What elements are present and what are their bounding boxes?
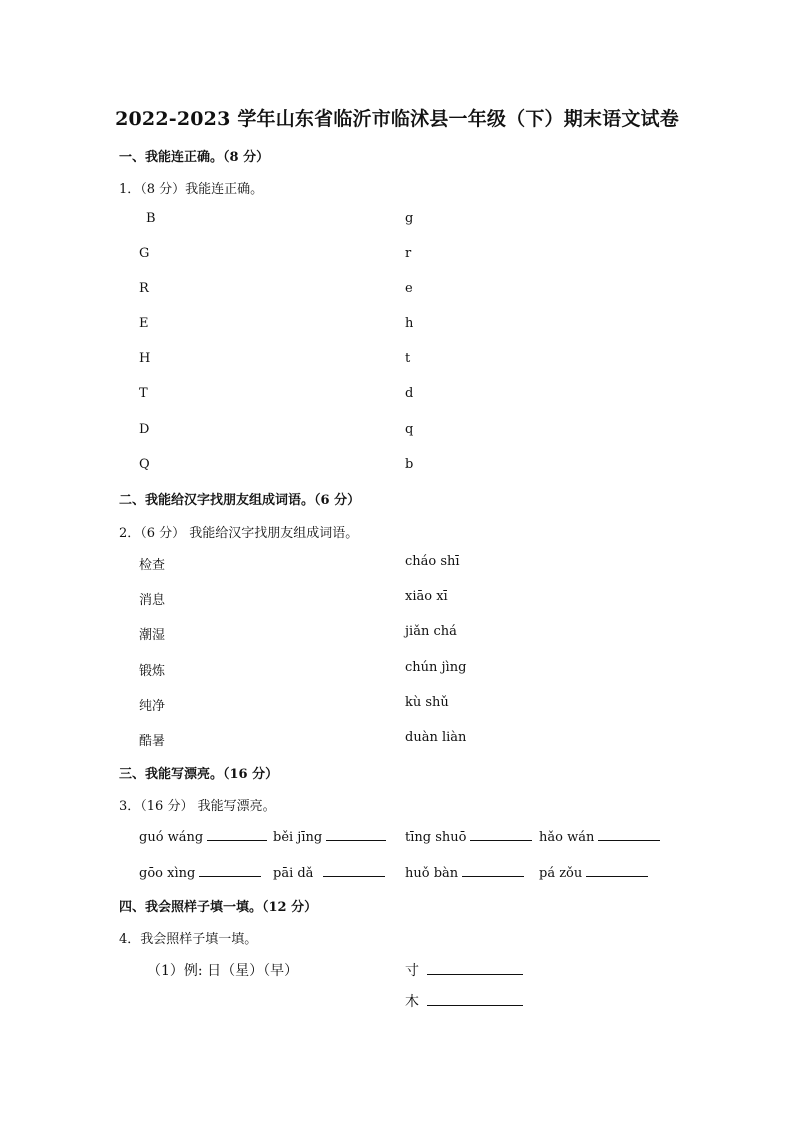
lowercase-letter: d	[405, 386, 414, 401]
letter-pair	[0, 457, 794, 477]
answer-blank[interactable]	[207, 828, 267, 841]
uppercase-letter: H	[139, 351, 151, 366]
section-heading-2: 二、我能给汉字找朋友组成词语。（6 分）	[119, 493, 361, 508]
pinyin-prompt: guó wáng	[139, 828, 267, 845]
lowercase-letter: r	[405, 246, 412, 261]
uppercase-letter: R	[139, 281, 149, 296]
answer-blank[interactable]	[427, 962, 523, 975]
pinyin-row	[0, 864, 794, 884]
lowercase-letter: e	[405, 281, 413, 296]
uppercase-letter: D	[139, 422, 150, 437]
pinyin-prompt: hǎo wán	[539, 828, 660, 845]
answer-blank[interactable]	[199, 864, 261, 877]
letter-pair	[0, 316, 794, 336]
section-heading-3: 三、我能写漂亮。（16 分）	[119, 767, 279, 782]
uppercase-letter: B	[146, 211, 156, 226]
letter-pair	[0, 386, 794, 406]
question-1: 1．（8 分）我能连正确。	[119, 182, 264, 197]
answer-blank[interactable]	[598, 828, 660, 841]
word-pair	[0, 660, 794, 680]
uppercase-letter: E	[139, 316, 149, 331]
pinyin-prompt: gōo xìng	[139, 864, 261, 881]
uppercase-letter: G	[139, 246, 150, 261]
pinyin-word: xiāo xī	[405, 589, 448, 604]
question-2: 2．（6 分） 我能给汉字找朋友组成词语。	[119, 526, 359, 541]
pinyin-row	[0, 828, 794, 848]
answer-blank[interactable]	[462, 864, 524, 877]
letter-pair	[0, 281, 794, 301]
fill-item	[405, 991, 523, 1011]
chinese-word: 潮湿	[139, 628, 166, 643]
chinese-word: 检查	[139, 558, 166, 573]
question-3: 3．（16 分） 我能写漂亮。	[119, 799, 276, 814]
letter-pair	[0, 351, 794, 371]
letter-pair	[0, 422, 794, 442]
pinyin-word: kù shǔ	[405, 695, 449, 710]
chinese-word: 纯净	[139, 699, 166, 714]
pinyin-prompt: pá zǒu	[539, 864, 648, 881]
word-pair	[0, 554, 794, 574]
answer-blank[interactable]	[326, 828, 386, 841]
uppercase-letter: T	[139, 386, 148, 401]
pinyin-word: duàn liàn	[405, 730, 467, 745]
section-heading-4: 四、我会照样子填一填。（12 分）	[119, 900, 318, 915]
pinyin-prompt: tīng shuō	[405, 828, 532, 845]
word-pair	[0, 624, 794, 644]
letter-pair	[0, 211, 794, 231]
answer-blank[interactable]	[470, 828, 532, 841]
answer-blank[interactable]	[323, 864, 385, 877]
pinyin-prompt: huǒ bàn	[405, 864, 524, 881]
letter-pair	[0, 246, 794, 266]
pinyin-prompt: pāi dǎ	[273, 864, 385, 881]
pinyin-word: chún jìng	[405, 660, 467, 675]
lowercase-letter: q	[405, 422, 414, 437]
chinese-word: 消息	[139, 593, 166, 608]
lowercase-letter: b	[405, 457, 414, 472]
word-pair	[0, 695, 794, 715]
character-prompt: 寸	[405, 963, 419, 979]
answer-blank[interactable]	[586, 864, 648, 877]
chinese-word: 锻炼	[139, 664, 166, 679]
lowercase-letter: g	[405, 211, 414, 226]
question-4: 4．我会照样子填一填。	[119, 932, 258, 947]
pinyin-word: jiǎn chá	[405, 624, 457, 639]
pinyin-word: cháo shī	[405, 554, 460, 569]
section-heading-1: 一、我能连正确。（8 分）	[119, 150, 270, 165]
example-text: （1）例: 日（星）（早）	[147, 963, 299, 979]
character-prompt: 木	[405, 994, 419, 1010]
answer-blank[interactable]	[427, 993, 523, 1006]
page-title: 2022-2023 学年山东省临沂市临沭县一年级（下）期末语文试卷	[115, 108, 679, 130]
word-pair	[0, 589, 794, 609]
chinese-word: 酷暑	[139, 734, 166, 749]
lowercase-letter: h	[405, 316, 414, 331]
pinyin-prompt: běi jīng	[273, 828, 386, 845]
word-pair	[0, 730, 794, 750]
uppercase-letter: Q	[139, 457, 150, 472]
fill-item	[405, 960, 523, 980]
lowercase-letter: t	[405, 351, 411, 366]
